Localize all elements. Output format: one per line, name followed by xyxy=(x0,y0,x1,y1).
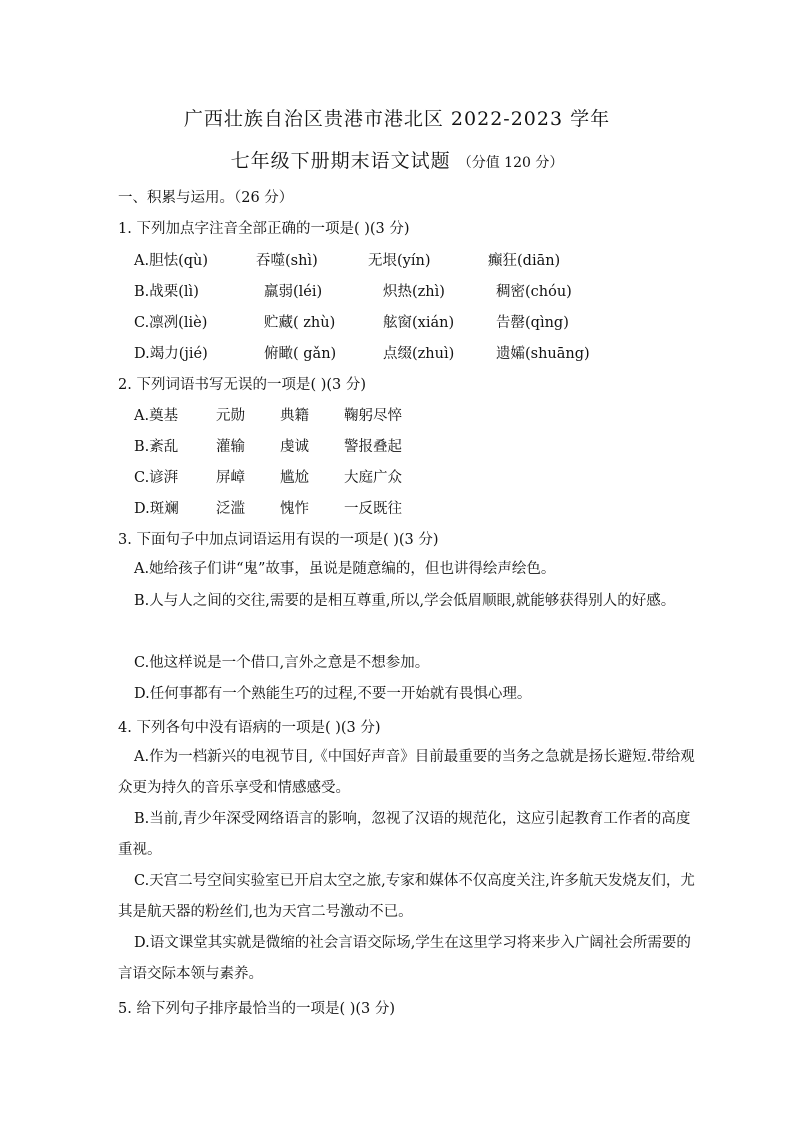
q2-b-word-1: B.紊乱 xyxy=(134,439,179,455)
q4-option-d: D.语文课堂其实就是微缩的社会言语交际场,学生在这里学习将来步入广阔社会所需要的言语交际本领与素养。 xyxy=(118,935,691,982)
q1-b-word-1: B.战栗(lì) xyxy=(134,284,199,300)
q1-b-word-2: 羸弱(léi) xyxy=(264,284,323,300)
q4-option-b: B.当前,青少年深受网络语言的影响，忽视了汉语的规范化，这应引起教育工作者的高度重视。 xyxy=(118,811,691,858)
q2-c-word-1: C.谚湃 xyxy=(134,470,179,486)
q1-option-row-d xyxy=(0,342,794,362)
q2-b-word-2: 灌输 xyxy=(216,439,245,455)
exam-title: 广西壮族自治区贵港市港北区 2022-2023 学年 xyxy=(183,108,611,130)
q1-d-word-1: D.竭力(jié) xyxy=(134,346,208,362)
q2-b-word-3: 虔诚 xyxy=(280,439,309,455)
q1-a-word-4: 癫狂(diān) xyxy=(488,253,561,269)
q4-option-c: C.天宫二号空间实验室已开启太空之旅,专家和媒体不仅高度关注,许多航天发烧友们，尤其是航天器的粉丝们,也为天宫二号激动不已。 xyxy=(118,873,695,920)
q2-option-row-d xyxy=(0,497,794,517)
q3-option-c: C.他这样说是一个借口,言外之意是不想参加。 xyxy=(134,655,430,671)
q1-d-word-3: 点缀(zhuì) xyxy=(383,346,455,362)
q2-c-word-4: 大庭广众 xyxy=(344,470,402,486)
q1-c-word-4: 告罄(qìng) xyxy=(496,315,569,331)
q2-a-word-3: 典籍 xyxy=(280,408,309,424)
q1-c-word-1: C.凛冽(liè) xyxy=(134,315,208,331)
q1-a-word-3: 无垠(yín) xyxy=(368,253,431,269)
q1-b-word-3: 炽热(zhì) xyxy=(383,284,445,300)
q1-option-row-a xyxy=(0,249,794,269)
q1-c-word-2: 贮藏( zhù) xyxy=(264,315,336,331)
q2-option-row-c xyxy=(0,466,794,486)
exam-subtitle xyxy=(0,146,794,173)
q2-option-row-b xyxy=(0,435,794,455)
question-5-stem: 5. 给下列句子排序最恰当的一项是( )(3 分) xyxy=(118,1001,396,1017)
q1-option-row-c xyxy=(0,311,794,331)
q3-option-d: D.任何事都有一个熟能生巧的过程,不要一开始就有畏惧心理。 xyxy=(134,686,532,702)
q2-d-word-2: 泛滥 xyxy=(216,501,245,517)
q1-option-row-b xyxy=(0,280,794,300)
q1-a-word-1: A.胆怯(qù) xyxy=(134,253,209,269)
q2-c-word-3: 尴尬 xyxy=(280,470,309,486)
exam-subtitle-text: 七年级下册期末语文试题 xyxy=(230,150,451,172)
q1-a-word-2: 吞噬(shì) xyxy=(256,253,318,269)
q2-a-word-2: 元勋 xyxy=(216,408,245,424)
q1-c-word-3: 舷窗(xián) xyxy=(383,315,455,331)
q2-b-word-4: 警报叠起 xyxy=(344,439,402,455)
q2-d-word-4: 一反既往 xyxy=(344,501,402,517)
q2-a-word-1: A.奠基 xyxy=(134,408,179,424)
q4-option-a: A.作为一档新兴的电视节目,《中国好声音》目前最重要的当务之急就是扬长避短.带给观众更为持久的音乐享受和情感感受。 xyxy=(118,749,695,796)
question-4-stem: 4. 下列各句中没有语病的一项是( )(3 分) xyxy=(118,720,381,736)
score-note: （分值 120 分） xyxy=(457,155,564,171)
question-3-stem: 3. 下面句子中加点词语运用有误的一项是( )(3 分) xyxy=(118,532,439,548)
q2-option-row-a xyxy=(0,404,794,424)
question-1-stem: 1. 下列加点字注音全部正确的一项是( )(3 分) xyxy=(118,221,410,237)
q2-d-word-3: 愧怍 xyxy=(280,501,309,517)
q2-d-word-1: D.斑斓 xyxy=(134,501,179,517)
q3-option-a: A.她给孩子们讲“鬼”故事，虽说是随意编的，但也讲得绘声绘色。 xyxy=(134,561,556,577)
q2-a-word-4: 鞠躬尽悴 xyxy=(344,408,402,424)
q2-c-word-2: 屏嶂 xyxy=(216,470,245,486)
question-2-stem: 2. 下列词语书写无误的一项是( )(3 分) xyxy=(118,377,367,393)
q1-d-word-4: 遗孀(shuāng) xyxy=(496,346,590,362)
section-heading: 一、积累与运用。（26 分） xyxy=(118,190,294,206)
q1-b-word-4: 稠密(chóu) xyxy=(496,284,572,300)
q1-d-word-2: 俯瞰( gǎn) xyxy=(264,346,337,362)
q3-option-b: B.人与人之间的交往,需要的是相互尊重,所以,学会低眉顺眼,就能够获得别人的好感。 xyxy=(134,593,676,609)
